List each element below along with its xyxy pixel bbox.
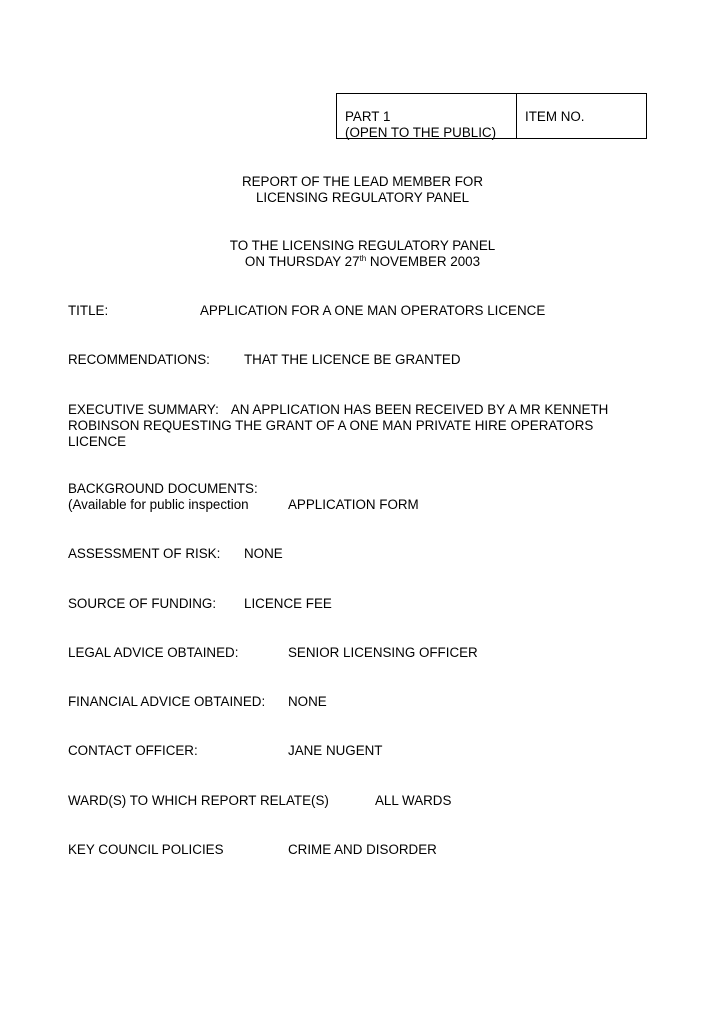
key-policies-label: KEY COUNCIL POLICIES bbox=[68, 842, 224, 857]
executive-summary-text2: ROBINSON REQUESTING THE GRANT OF A ONE MAN PRIVATE HIRE OPERATORS bbox=[68, 418, 594, 433]
title-value: APPLICATION FOR A ONE MAN OPERATORS LICENCE bbox=[200, 303, 546, 318]
recommendations-label: RECOMMENDATIONS: bbox=[68, 352, 210, 367]
item-no-label: ITEM NO. bbox=[525, 109, 585, 124]
financial-advice-value: NONE bbox=[288, 694, 327, 709]
report-of-line1: REPORT OF THE LEAD MEMBER FOR bbox=[241, 174, 484, 189]
background-documents-value: APPLICATION FORM bbox=[288, 497, 419, 512]
executive-summary-text1: AN APPLICATION HAS BEEN RECEIVED BY A MR KENNETH bbox=[230, 402, 609, 417]
to-panel-heading bbox=[0, 238, 725, 270]
executive-summary-line1 bbox=[68, 402, 638, 418]
executive-summary-text3: LICENCE bbox=[68, 434, 127, 449]
background-documents-label: BACKGROUND DOCUMENTS: bbox=[68, 481, 258, 496]
part-cell bbox=[337, 94, 517, 138]
item-no-cell bbox=[517, 94, 646, 138]
contact-officer-label: CONTACT OFFICER: bbox=[68, 743, 198, 758]
report-of-line2: LICENSING REGULATORY PANEL bbox=[255, 190, 470, 205]
legal-advice-value: SENIOR LICENSING OFFICER bbox=[288, 645, 478, 660]
part-visibility: (OPEN TO THE PUBLIC) bbox=[345, 125, 497, 140]
part-item-box bbox=[336, 93, 647, 139]
title-label: TITLE: bbox=[68, 303, 109, 318]
meeting-date-suffix: NOVEMBER 2003 bbox=[366, 254, 481, 269]
source-of-funding-label: SOURCE OF FUNDING: bbox=[68, 596, 217, 611]
meeting-date-prefix: ON THURSDAY 27 bbox=[244, 254, 360, 269]
wards-value: ALL WARDS bbox=[375, 793, 452, 808]
wards-label: WARD(S) TO WHICH REPORT RELATE(S) bbox=[68, 793, 329, 808]
legal-advice-label: LEGAL ADVICE OBTAINED: bbox=[68, 645, 239, 660]
part-number: PART 1 bbox=[345, 109, 391, 124]
date-ordinal-suffix: th bbox=[359, 254, 367, 263]
assessment-of-risk-label: ASSESSMENT OF RISK: bbox=[68, 546, 221, 561]
report-of-heading bbox=[0, 174, 725, 206]
recommendations-value: THAT THE LICENCE BE GRANTED bbox=[244, 352, 461, 367]
executive-summary-label: EXECUTIVE SUMMARY: bbox=[68, 402, 219, 417]
background-documents-sublabel: (Available for public inspection bbox=[68, 497, 249, 512]
contact-officer-value: JANE NUGENT bbox=[288, 743, 383, 758]
financial-advice-label: FINANCIAL ADVICE OBTAINED: bbox=[68, 694, 266, 709]
to-panel-line1: TO THE LICENSING REGULATORY PANEL bbox=[229, 238, 496, 253]
assessment-of-risk-value: NONE bbox=[244, 546, 283, 561]
executive-summary bbox=[68, 402, 638, 450]
source-of-funding-value: LICENCE FEE bbox=[244, 596, 332, 611]
to-panel-line2 bbox=[0, 254, 725, 270]
key-policies-value: CRIME AND DISORDER bbox=[288, 842, 437, 857]
